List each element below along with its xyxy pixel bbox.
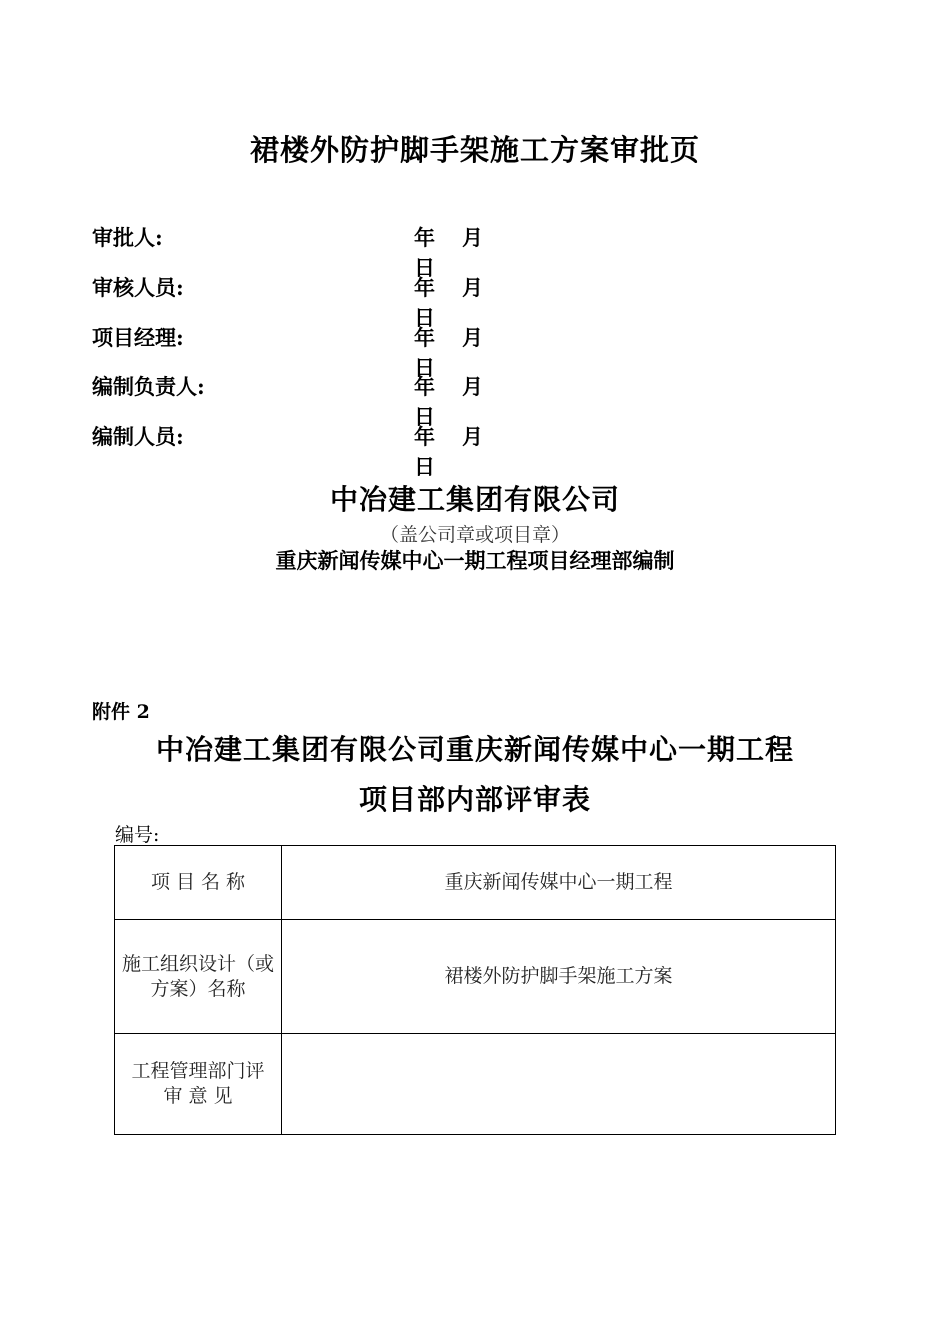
table-row (115, 1034, 836, 1135)
table-row (115, 920, 836, 1034)
table-cell-value: 重庆新闻传媒中心一期工程 (282, 846, 836, 920)
signature-label: 审核人员: (92, 275, 184, 300)
signature-date: 年 月日 (414, 424, 483, 479)
review-table (114, 845, 836, 1135)
attachment-title-line2: 项目部内部评审表 (358, 783, 591, 816)
signature-date: 年 月日 (414, 225, 483, 280)
table-row (115, 846, 836, 920)
company-name: 中冶建工集团有限公司 (329, 483, 620, 516)
signature-date: 年 月日 (414, 325, 483, 380)
signature-date: 年 月日 (414, 374, 483, 429)
number-label: 编号: (115, 824, 160, 846)
signature-label: 审批人: (92, 225, 163, 250)
signature-date: 年 月日 (414, 275, 483, 330)
department-note: 重庆新闻传媒中心一期工程项目经理部编制 (275, 548, 675, 573)
signature-row-project-manager (92, 322, 552, 380)
approval-page-title: 裙楼外防护脚手架施工方案审批页 (249, 133, 700, 167)
attachment-title-line1: 中冶建工集团有限公司重庆新闻传媒中心一期工程 (155, 733, 794, 766)
signature-row-compilers (92, 421, 552, 479)
signature-row-compile-lead (92, 371, 552, 429)
table-cell-label: 工程管理部门评 审 意 见 (115, 1034, 282, 1135)
table-cell-value (282, 1034, 836, 1135)
table-cell-value: 裙楼外防护脚手架施工方案 (282, 920, 836, 1034)
seal-note: （盖公司章或项目章） (379, 524, 570, 546)
table-cell-label: 施工组织设计（或方案）名称 (115, 920, 282, 1034)
attachment-label: 附件 2 (92, 701, 150, 723)
signature-row-approver (92, 222, 552, 280)
table-cell-label: 项 目 名 称 (115, 846, 282, 920)
signature-label: 编制人员: (92, 424, 184, 449)
signature-label: 项目经理: (92, 325, 184, 350)
signature-label: 编制负责人: (92, 374, 205, 399)
signature-row-reviewer (92, 272, 552, 330)
